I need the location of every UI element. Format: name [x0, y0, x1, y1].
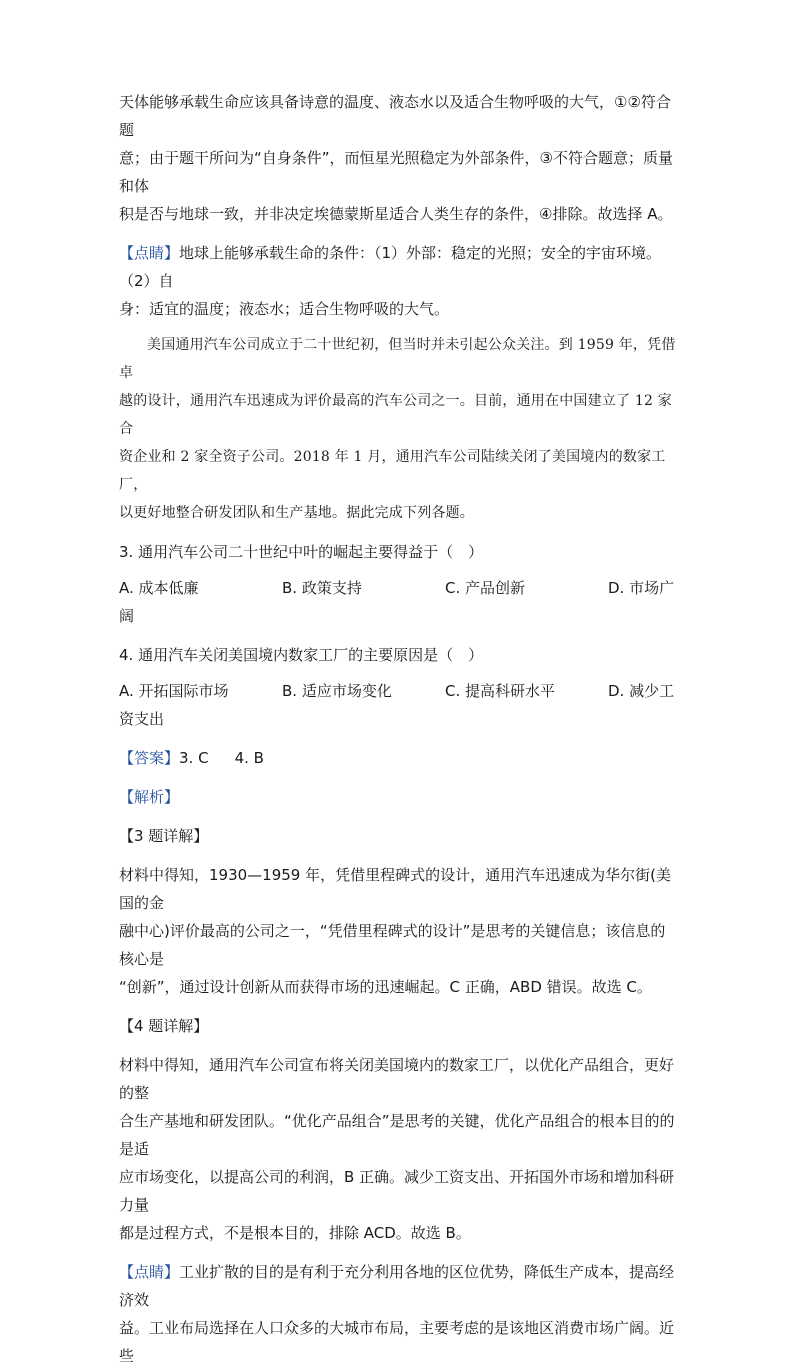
tip-paragraph [119, 1258, 679, 1314]
detail-4-line: 都是过程方式，不是根本目的，排除 ACD。故选 B。 [119, 1224, 471, 1242]
answer-4: 4. B [234, 749, 264, 767]
tip-line: 身：适宜的温度；液态水；适合生物呼吸的大气。 [119, 300, 450, 318]
tip-paragraph [119, 239, 679, 295]
question-3-options [119, 574, 679, 602]
answer-line [119, 744, 679, 772]
option-b: B. 适应市场变化 [282, 682, 392, 700]
passage-line: 资企业和 2 家全资子公司。2018 年 1 月，通用汽车公司陆续关闭了美国境内的数家工厂， [119, 449, 666, 493]
question-4-stem: 4. 通用汽车关闭美国境内数家工厂的主要原因是（ ） [119, 646, 484, 664]
passage-line: 以更好地整合研发团队和生产基地。据此完成下列各题。 [119, 505, 474, 521]
detail-3-line: “创新”，通过设计创新从而获得市场的迅速崛起。C 正确，ABD 错误。故选 C。 [119, 978, 652, 996]
document-page [119, 88, 679, 1370]
intro-line: 天体能够承载生命应该具备诗意的温度、液态水以及适合生物呼吸的大气，①②符合题 [119, 93, 671, 139]
detail-3-line: 融中心)评价最高的公司之一，“凭借里程碑式的设计”是思考的关键信息；该信息的核心是 [119, 922, 666, 968]
analysis-label: 【解析】 [119, 788, 180, 806]
detail-3-heading: 【3 题详解】 [119, 827, 209, 845]
tip-text: 工业扩散的目的是有利于充分利用各地的区位优势，降低生产成本，提高经济效 [119, 1263, 675, 1309]
intro-line: 积是否与地球一致，并非决定埃德蒙斯星适合人类生存的条件，④排除。故选择 A。 [119, 205, 673, 223]
question-3-stem: 3. 通用汽车公司二十世纪中叶的崛起主要得益于（ ） [119, 543, 484, 561]
option-d-wrap: 资支出 [119, 710, 165, 728]
tip-label: 【点睛】 [119, 244, 180, 262]
option-d-wrap: 阔 [119, 607, 135, 625]
answer-3: 3. C [179, 749, 209, 767]
answer-label: 【答案】 [119, 749, 180, 767]
option-b: B. 政策支持 [282, 579, 362, 597]
option-a: A. 开拓国际市场 [119, 682, 229, 700]
detail-4-line: 应市场变化，以提高公司的利润，B 正确。减少工资支出、开拓国外市场和增加科研力量 [119, 1168, 675, 1214]
passage-line: 越的设计，通用汽车迅速成为评价最高的汽车公司之一。目前，通用在中国建立了 12 家合 [119, 393, 672, 437]
tip-text: 地球上能够承载生命的条件：（1）外部：稳定的光照；安全的宇宙环境。（2）自 [119, 244, 662, 290]
detail-4-heading: 【4 题详解】 [119, 1017, 209, 1035]
option-d: D. 减少工 [608, 682, 675, 700]
passage-line: 美国通用汽车公司成立于二十世纪初，但当时并未引起公众关注。到 1959 年，凭借卓 [119, 337, 676, 381]
detail-4-line: 合生产基地和研发团队。“优化产品组合”是思考的关键，优化产品组合的根本目的的是适 [119, 1112, 675, 1158]
option-c: C. 提高科研水平 [445, 682, 556, 700]
tip-label: 【点睛】 [119, 1263, 180, 1281]
option-c: C. 产品创新 [445, 579, 526, 597]
option-d: D. 市场广 [608, 579, 675, 597]
tip-line: 益。工业布局选择在人口众多的大城市布局，主要考虑的是该地区消费市场广阔。近些 [119, 1319, 675, 1365]
intro-line: 意；由于题干所问为“自身条件”，而恒星光照稳定为外部条件，③不符合题意；质量和体 [119, 149, 673, 195]
detail-3-line: 材料中得知，1930—1959 年，凭借里程碑式的设计，通用汽车迅速成为华尔街(美国的金 [119, 866, 671, 912]
question-4-options [119, 677, 679, 705]
option-a: A. 成本低廉 [119, 579, 199, 597]
detail-4-line: 材料中得知，通用汽车公司宣布将关闭美国境内的数家工厂，以优化产品组合，更好的整 [119, 1056, 675, 1102]
